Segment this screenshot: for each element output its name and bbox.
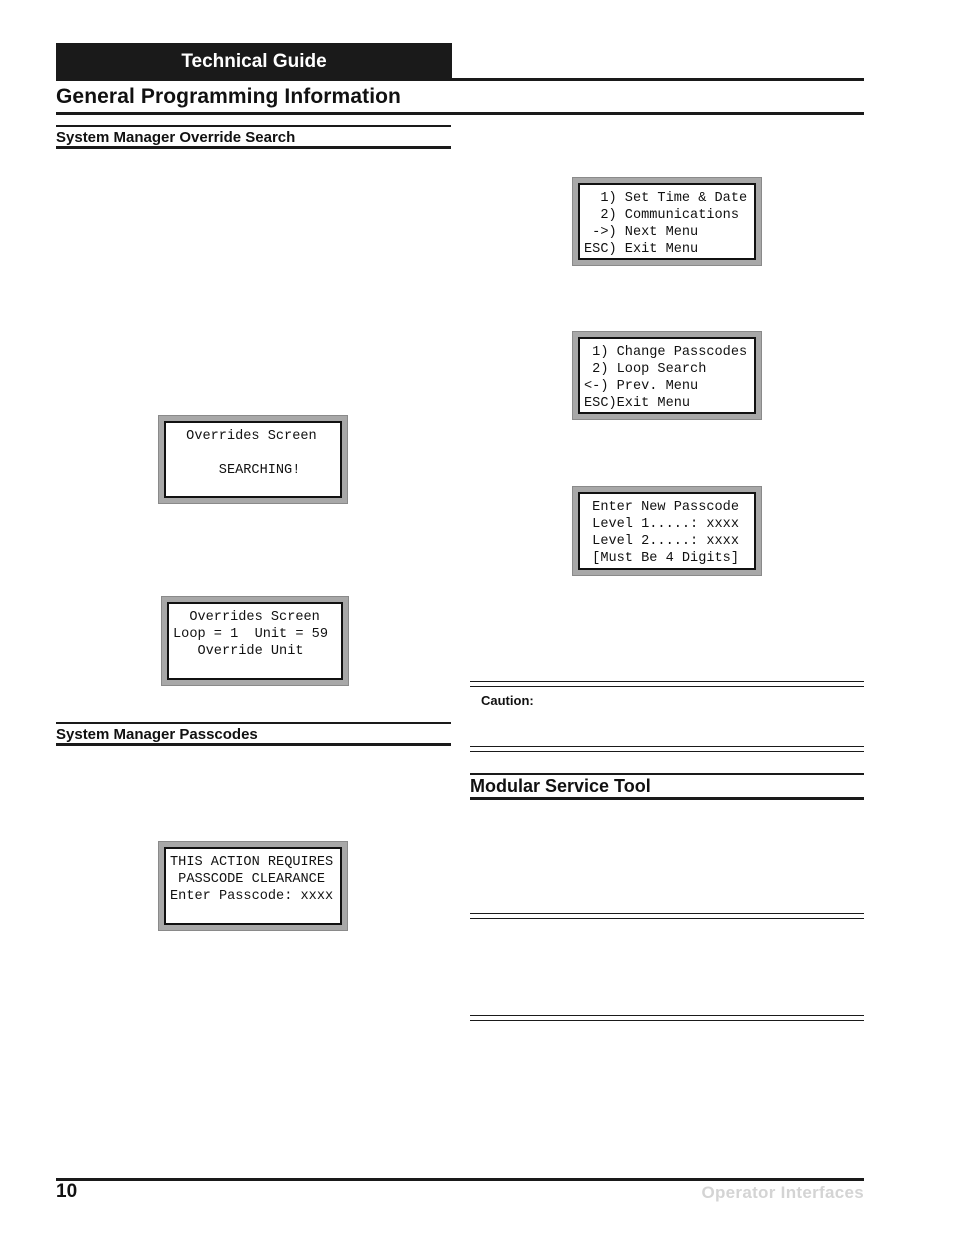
header-rule-top <box>56 78 864 81</box>
lcd-line: THIS ACTION REQUIRES <box>170 855 334 870</box>
lcd-line: <-) Prev. Menu <box>584 379 699 394</box>
note-rule-top-2 <box>470 918 864 919</box>
caution-rule-top-2 <box>470 686 864 687</box>
lcd-line: 2) Communications <box>584 208 739 223</box>
caution-rule-bottom-1 <box>470 746 864 747</box>
note-rule-bottom-2 <box>470 1020 864 1021</box>
override-search-rule-top <box>56 125 451 127</box>
footer-rule <box>56 1178 864 1181</box>
page-title: General Programming Information <box>56 85 401 108</box>
lcd-line: Level 1.....: xxxx <box>584 517 739 532</box>
lcd-line: Loop = 1 Unit = 59 <box>173 627 328 642</box>
header-rule-bottom <box>56 112 864 115</box>
lcd-overrides-loop <box>161 596 349 686</box>
caution-rule-top-1 <box>470 681 864 682</box>
note-rule-top-1 <box>470 913 864 914</box>
mst-heading: Modular Service Tool <box>470 776 651 796</box>
lcd-line: ESC) Exit Menu <box>584 242 699 257</box>
header-tab: Technical Guide <box>56 43 452 79</box>
caution-label: Caution: <box>481 693 534 708</box>
lcd-line <box>178 479 340 496</box>
note-rule-bottom-1 <box>470 1015 864 1016</box>
passcodes-rule-bottom <box>56 743 451 746</box>
lcd-line: 1) Change Passcodes <box>584 345 748 360</box>
lcd-passcode-required <box>158 841 348 931</box>
lcd-line: Overrides Screen <box>173 610 320 625</box>
lcd-line: [Must Be 4 Digits] <box>584 551 739 566</box>
footer-section-label: Operator Interfaces <box>701 1183 864 1202</box>
lcd-line: ESC)Exit Menu <box>584 396 691 411</box>
mst-rule-top <box>470 773 864 775</box>
caution-rule-bottom-2 <box>470 751 864 752</box>
page-number: 10 <box>56 1181 78 1202</box>
passcodes-rule-top <box>56 722 451 724</box>
lcd-line: SEARCHING! <box>178 463 301 478</box>
lcd-overrides-searching <box>158 415 348 504</box>
lcd-line: Enter Passcode: xxxx <box>170 889 334 904</box>
override-search-heading: System Manager Override Search <box>56 129 296 146</box>
lcd-line: PASSCODE CLEARANCE <box>170 872 325 887</box>
mst-rule-bottom <box>470 797 864 800</box>
override-search-rule-bottom <box>56 146 451 149</box>
lcd-line <box>173 660 341 677</box>
lcd-new-passcode <box>572 486 762 576</box>
lcd-line: 1) Set Time & Date <box>584 191 748 206</box>
lcd-line <box>170 905 340 922</box>
lcd-line: 2) Loop Search <box>584 362 707 377</box>
lcd-line: Overrides Screen <box>178 429 317 444</box>
lcd-line: Enter New Passcode <box>584 500 739 515</box>
lcd-line <box>178 445 340 462</box>
lcd-main-menu-1 <box>572 177 762 266</box>
lcd-line: Level 2.....: xxxx <box>584 534 739 549</box>
lcd-line: Override Unit <box>173 644 304 659</box>
passcodes-heading: System Manager Passcodes <box>56 726 258 743</box>
lcd-main-menu-2 <box>572 331 762 420</box>
lcd-line: ->) Next Menu <box>584 225 699 240</box>
